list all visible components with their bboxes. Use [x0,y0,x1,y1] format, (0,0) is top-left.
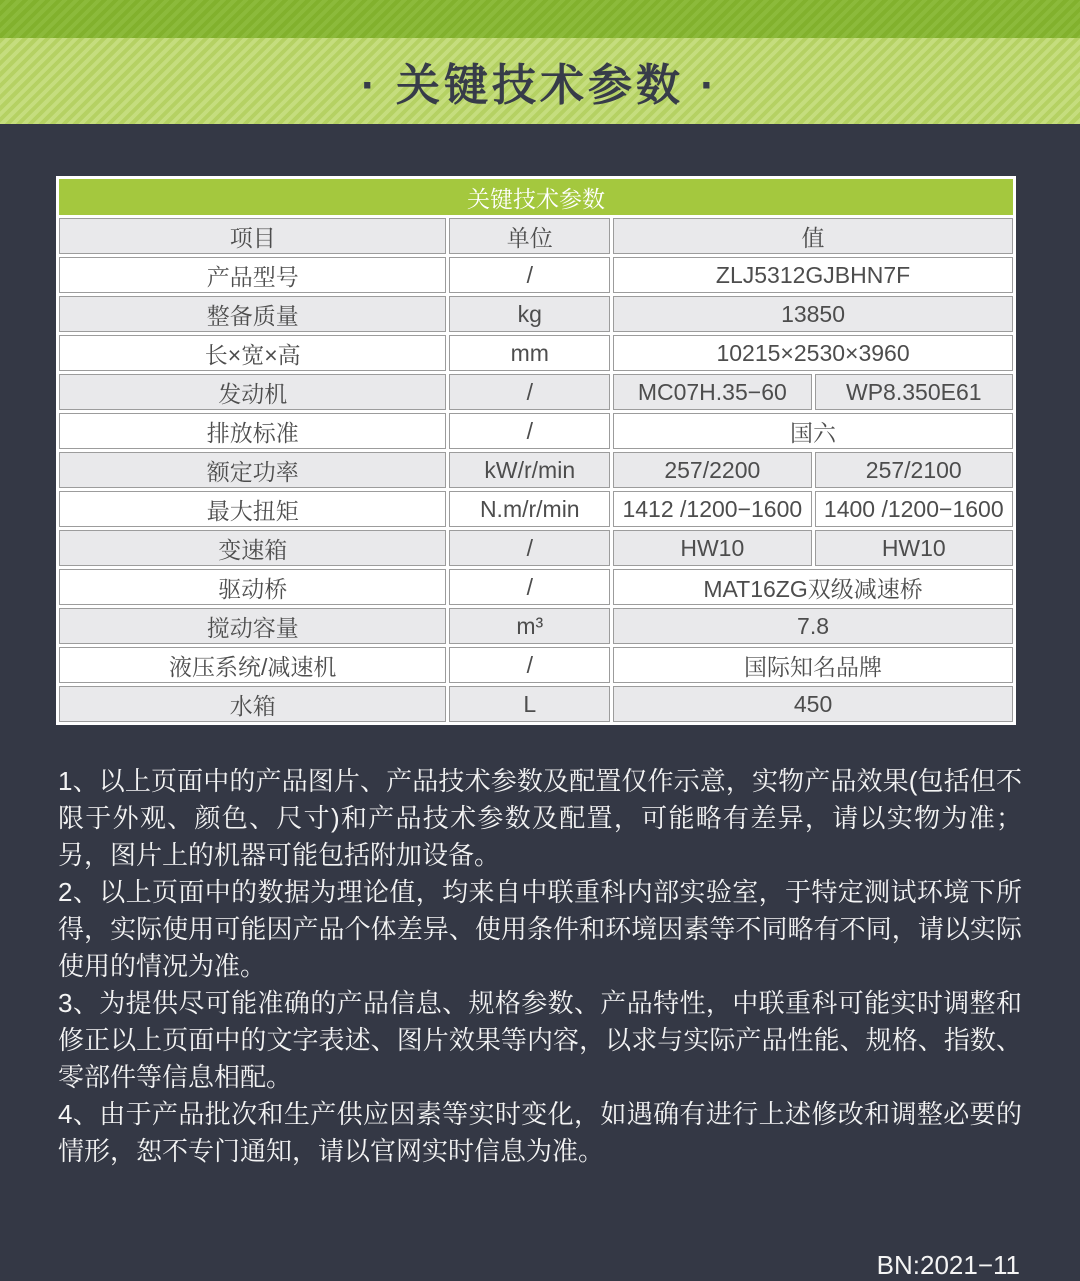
spec-item-cell: 长×宽×高 [59,335,446,371]
spec-table-section [56,176,1024,725]
spec-value-cell: 国际知名品牌 [613,647,1013,683]
spec-value-cell: 10215×2530×3960 [613,335,1013,371]
column-header-value: 值 [613,218,1013,254]
spec-unit-cell: / [449,647,610,683]
table-row [59,569,1013,605]
spec-unit-cell: kW/r/min [449,452,610,488]
spec-unit-cell: / [449,257,610,293]
table-row [59,257,1013,293]
spec-value-cell: MC07H.35−60 [613,374,811,410]
table-title-row [59,179,1013,215]
spec-table-body [59,257,1013,722]
spec-value-cell: ZLJ5312GJBHN7F [613,257,1013,293]
banner [0,38,1080,124]
spec-value-cell: 450 [613,686,1013,722]
spec-unit-cell: / [449,569,610,605]
spec-value-cell: 1412 /1200−1600 [613,491,811,527]
spec-item-cell: 液压系统/减速机 [59,647,446,683]
column-header-row [59,218,1013,254]
spec-item-cell: 产品型号 [59,257,446,293]
note-paragraph: 2、以上页面中的数据为理论值，均来自中联重科内部实验室，于特定测试环境下所得，实际使用可能因产品个体差异、使用条件和环境因素等不同略有不同，请以实际使用的情况为准。 [58,877,1022,981]
spec-table [56,176,1016,725]
table-row [59,335,1013,371]
note-paragraph: 3、为提供尽可能准确的产品信息、规格参数、产品特性，中联重科可能实时调整和修正以上页面中的文字表述、图片效果等内容，以求与实际产品性能、规格、指数、零部件等信息相配。 [58,988,1022,1092]
table-row [59,686,1013,722]
spec-unit-cell: L [449,686,610,722]
spec-value-cell: 257/2200 [613,452,811,488]
bn-label: BN:2021−11 [876,1250,1020,1280]
spec-unit-cell: mm [449,335,610,371]
spec-item-cell: 排放标准 [59,413,446,449]
spec-table-title: 关键技术参数 [59,179,1013,215]
spec-unit-cell: / [449,374,610,410]
spec-item-cell: 整备质量 [59,296,446,332]
spec-value-cell: 13850 [613,296,1013,332]
table-row [59,608,1013,644]
column-header-item: 项目 [59,218,446,254]
banner-stripe-dark [0,0,1080,38]
spec-value-cell: HW10 [815,530,1013,566]
spec-value-cell: 257/2100 [815,452,1013,488]
table-row [59,413,1013,449]
spec-value-cell: HW10 [613,530,811,566]
spec-unit-cell: N.m/r/min [449,491,610,527]
spec-unit-cell: m³ [449,608,610,644]
table-row [59,647,1013,683]
table-row [59,374,1013,410]
note-paragraph: 4、由于产品批次和生产供应因素等实时变化，如遇确有进行上述修改和调整必要的情形，恕不专门通知，请以官网实时信息为准。 [58,1099,1022,1166]
spec-unit-cell: / [449,530,610,566]
spec-value-cell: 国六 [613,413,1013,449]
spec-value-cell: MAT16ZG双级减速桥 [613,569,1013,605]
footer [60,1250,1020,1281]
spec-item-cell: 额定功率 [59,452,446,488]
table-row [59,296,1013,332]
spec-item-cell: 最大扭矩 [59,491,446,527]
spec-item-cell: 搅动容量 [59,608,446,644]
table-row [59,452,1013,488]
note-paragraph: 1、以上页面中的产品图片、产品技术参数及配置仅作示意，实物产品效果(包括但不限于外观、颜色、尺寸)和产品技术参数及配置，可能略有差异，请以实物为准；另，图片上的机器可能包括附加设备。 [58,766,1022,870]
table-row [59,491,1013,527]
spec-unit-cell: kg [449,296,610,332]
spec-value-cell: WP8.350E61 [815,374,1013,410]
notes [58,763,1022,1170]
spec-value-cell: 7.8 [613,608,1013,644]
spec-unit-cell: / [449,413,610,449]
spec-item-cell: 水箱 [59,686,446,722]
spec-item-cell: 发动机 [59,374,446,410]
spec-item-cell: 变速箱 [59,530,446,566]
spec-value-cell: 1400 /1200−1600 [815,491,1013,527]
page-title: · 关键技术参数 · [361,61,719,110]
column-header-unit: 单位 [449,218,610,254]
table-row [59,530,1013,566]
spec-item-cell: 驱动桥 [59,569,446,605]
